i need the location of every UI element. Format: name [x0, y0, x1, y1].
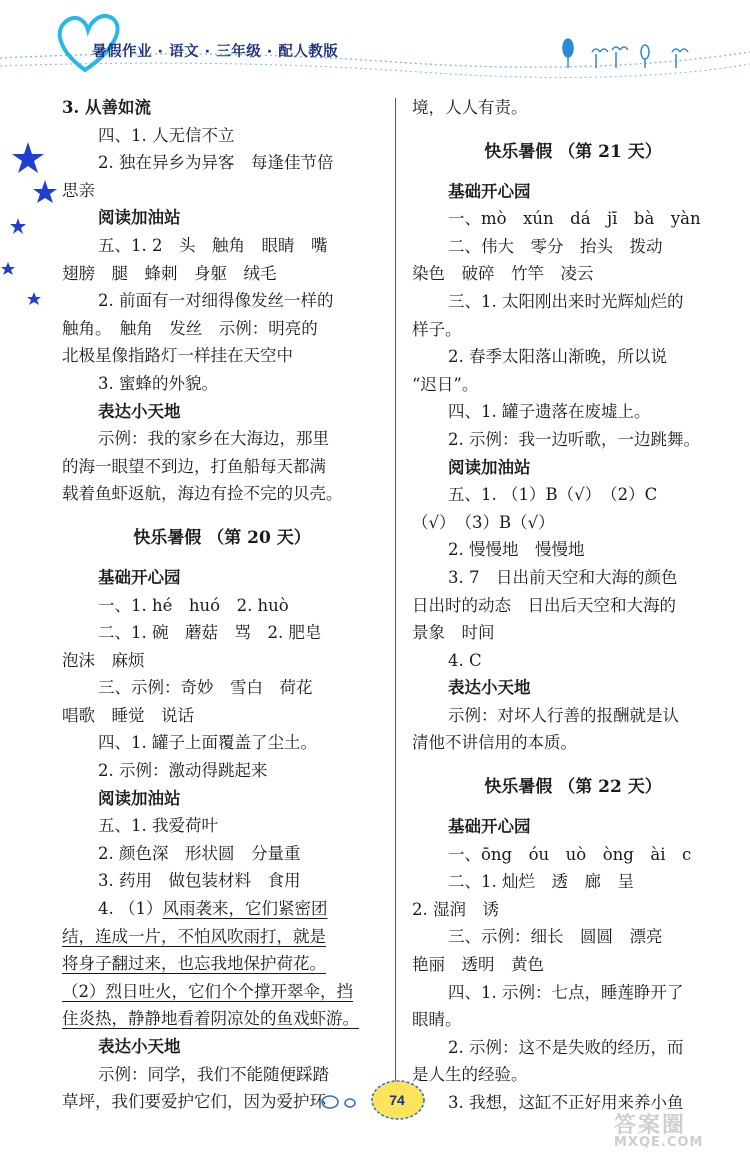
- star-icon: [12, 142, 44, 173]
- section-heading: 快乐暑假 （第 21 天）: [484, 141, 662, 162]
- text-line: （√） （3）B（√）: [412, 512, 555, 532]
- header-title: 暑假作业 · 语文 · 三年级 · 配人教版: [92, 44, 339, 60]
- text-line: 一、ōng óu uò òng ài c: [448, 844, 692, 864]
- text-line: 触角。 触角 发丝 示例：明亮的: [62, 318, 318, 338]
- text-line: 2. 颜色深 形状圆 分量重: [98, 843, 301, 863]
- text-line: 表达小天地: [98, 1037, 181, 1056]
- text-line: 将身子翻过来，也忘我地保护荷花。: [62, 954, 326, 974]
- text-line: 样子。: [412, 319, 462, 339]
- star-icon: [27, 292, 41, 305]
- text-line: 2. 春季太阳落山渐晚，所以说: [448, 347, 667, 367]
- text-line: 二、1. 灿烂 透 廊 呈: [448, 872, 634, 892]
- text-line: 表达小天地: [448, 678, 531, 698]
- text-line: 清他不讲信用的本质。: [412, 733, 577, 753]
- watermark: [614, 1108, 748, 1152]
- text-line: 三、示例：奇妙 雪白 荷花: [98, 678, 313, 698]
- page-header: [0, 0, 750, 95]
- text-line: 思亲: [62, 180, 95, 200]
- text-line: 五、1. （1）B（√） （2）C: [448, 485, 658, 505]
- watermark-logo-text: 答案圈: [614, 1113, 687, 1138]
- watermark-url: MXQE.COM: [614, 1135, 704, 1150]
- text-line: 阅读加油站: [98, 788, 181, 808]
- text-line: 结，连成一片，不怕风吹雨打，就是: [62, 926, 326, 946]
- section-heading: 快乐暑假 （第 22 天）: [484, 777, 662, 798]
- text-line: 基础开心园: [448, 817, 531, 837]
- text-line: 二、伟大 零分 抬头 拨动: [448, 236, 663, 256]
- text-line: 4. C: [448, 650, 482, 670]
- text-line: 示例：同学，我们不能随便踩踏: [98, 1064, 329, 1084]
- text-line: 五、1. 2 头 触角 眼睛 嘴: [98, 235, 328, 255]
- text-line: 2. 独在异乡为异客 每逢佳节倍: [98, 153, 334, 173]
- text-line: 3. 从善如流: [62, 98, 151, 117]
- text-line: 3. 我想，这缸不正好用来养小鱼: [448, 1093, 684, 1112]
- text-line: 四、1. 罐子上面覆盖了尘土。: [98, 733, 317, 753]
- text-line: 基础开心园: [448, 181, 531, 201]
- text-line: （2）烈日吐火，它们个个撑开翠伞，挡: [62, 981, 353, 1001]
- text-line: 2. 湿润 诱: [412, 899, 499, 919]
- text-line: 3. 7 日出前天空和大海的颜色: [448, 567, 678, 587]
- text-line: 三、1. 太阳刚出来时光辉灿烂的: [448, 291, 684, 311]
- text-line: 艳丽 透明 黄色: [412, 955, 544, 975]
- left-column: [62, 94, 382, 1116]
- text-line: 境，人人有责。: [412, 98, 528, 117]
- text-line: 北极星像指路灯一样挂在天空中: [62, 346, 293, 366]
- text-line: 泡沫 麻烦: [62, 650, 145, 670]
- text-line: 2. 示例：我一边听歌，一边跳舞。: [448, 429, 700, 449]
- text-line: 载着鱼虾返航，海边有捡不完的贝壳。: [62, 484, 343, 504]
- column-divider: [395, 98, 396, 1098]
- text-line: 基础开心园: [98, 567, 181, 587]
- text-line: 4. （1）风雨袭来，它们紧密团: [98, 899, 328, 919]
- text-line: 日出时的动态 日出后天空和大海的: [412, 595, 676, 615]
- text-line: 是人生的经验。: [412, 1065, 528, 1085]
- star-icon: [33, 180, 57, 203]
- text-line: 一、1. hé huó 2. huò: [98, 595, 289, 615]
- text-line: 四、1. 罐子遗落在废墟上。: [448, 402, 651, 422]
- text-line: 示例：我的家乡在大海边，那里: [98, 429, 329, 449]
- text-line: 翅膀 腿 蜂刺 身躯 绒毛: [62, 263, 277, 283]
- text-line: 一、mò xún dá jī bà yàn: [448, 209, 701, 229]
- text-line: 眼睛。: [412, 1010, 462, 1030]
- text-line: 示例：对坏人行善的报酬就是认: [448, 705, 679, 725]
- text-line: 3. 蜜蜂的外貌。: [98, 373, 218, 393]
- section-heading: 快乐暑假 （第 20 天）: [133, 527, 311, 548]
- text-line: 2. 前面有一对细得像发丝一样的: [98, 291, 334, 311]
- text-line: 五、1. 我爱荷叶: [98, 816, 218, 836]
- text-line: 唱歌 睡觉 说话: [62, 705, 194, 725]
- text-line: 阅读加油站: [98, 208, 181, 228]
- star-decorations: [0, 140, 60, 320]
- text-line: 的海一眼望不到边，打鱼船每天都满: [62, 456, 326, 476]
- text-line: 四、1. 示例：七点，睡莲睁开了: [448, 982, 684, 1002]
- text-line: 2. 慢慢地 慢慢地: [448, 540, 585, 560]
- right-column: [412, 94, 734, 1117]
- text-line: 四、1. 人无信不立: [98, 125, 235, 145]
- text-line: 染色 破碎 竹竿 凌云: [412, 264, 594, 284]
- text-line: 2. 示例：这不是失败的经历，而: [448, 1037, 684, 1057]
- text-line: 景象 时间: [412, 623, 495, 643]
- text-line: 2. 示例：激动得跳起来: [98, 761, 268, 781]
- text-line: 草坪，我们要爱护它们，因为爱护环: [62, 1092, 326, 1112]
- text-line: 三、示例：细长 圆圆 漂亮: [448, 927, 663, 947]
- text-line: 住炎热，静静地看着阴凉处的鱼戏虾游。: [62, 1009, 359, 1029]
- page-number: 74: [389, 1092, 405, 1108]
- text-line: 二、1. 碗 蘑菇 骂 2. 肥皂: [98, 623, 322, 643]
- text-line: 表达小天地: [98, 401, 181, 421]
- star-icon: [1, 262, 15, 275]
- text-line: “迟日”。: [412, 374, 479, 394]
- plant-icons: [563, 39, 688, 68]
- star-icon: [10, 218, 26, 234]
- text-line: 3. 药用 做包装材料 食用: [98, 871, 301, 891]
- text-line: 阅读加油站: [448, 457, 531, 477]
